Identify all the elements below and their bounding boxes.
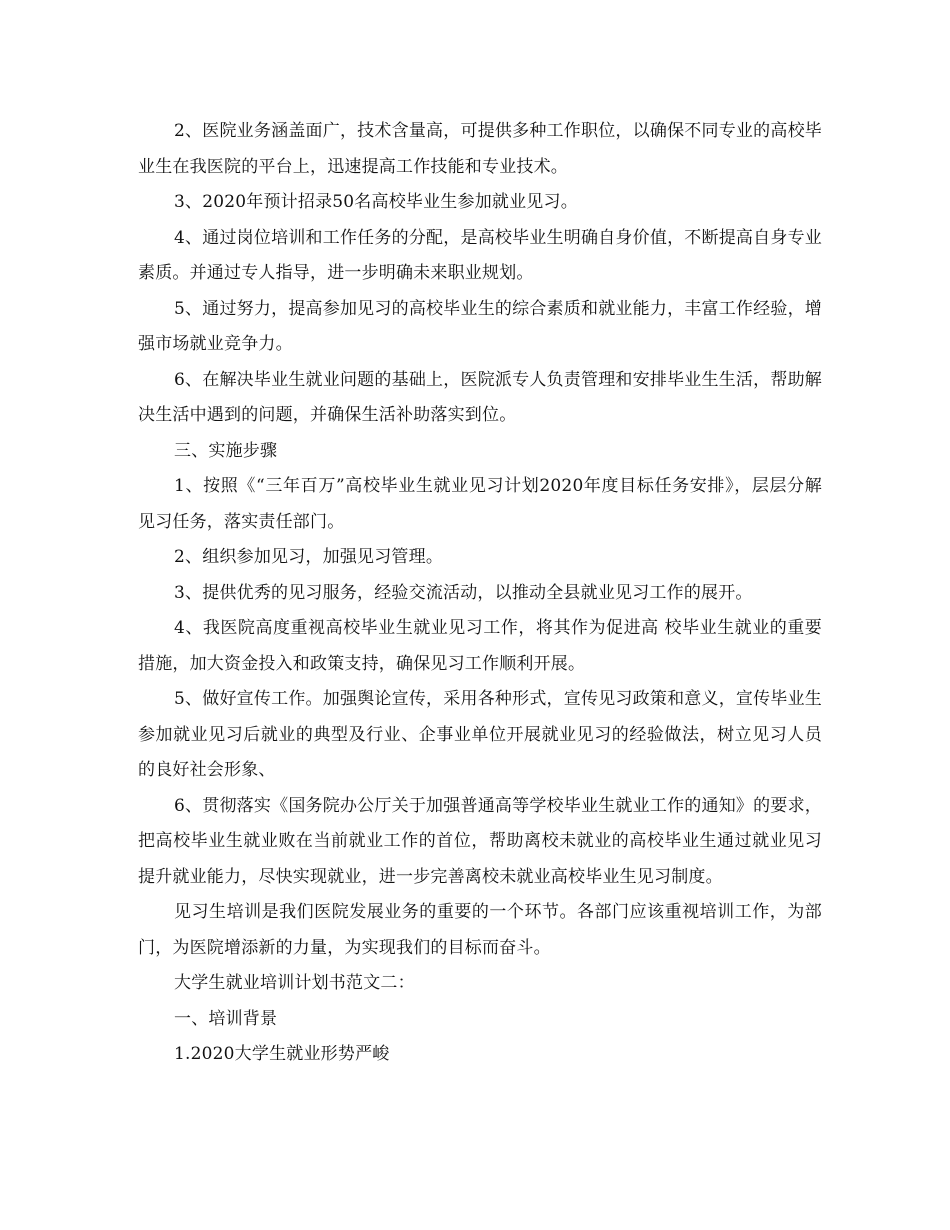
paragraph-step-1: 1、按照《“三年百万”高校毕业生就业见习计划2020年度目标任务安排》，层层分解见习任务，落实责任部门。 xyxy=(138,476,822,532)
paragraph-step-4: 4、我医院高度重视高校毕业生就业见习工作，将其作为促进高 校毕业生就业的重要措施，加大资金投入和政策支持，确保见习工作顺利开展。 xyxy=(138,618,822,674)
paragraph-step-5: 5、做好宣传工作。加强舆论宣传，采用各种形式，宣传见习政策和意义，宣传毕业生参加就业见习后就业的典型及行业、企事业单位开展就业见习的经验做法，树立见习人员的良好社会形象、 xyxy=(138,689,822,780)
paragraph-conclusion: 见习生培训是我们医院发展业务的重要的一个环节。各部门应该重视培训工作，为部门，为医院增添新的力量，为实现我们的目标而奋斗。 xyxy=(138,902,822,958)
paragraph-improve-quality: 5、通过努力，提高参加见习的高校毕业生的综合素质和就业能力，丰富工作经验，增强市场就业竞争力。 xyxy=(138,298,822,354)
section-heading-implementation: 三、实施步骤 xyxy=(174,440,278,461)
document-body xyxy=(138,114,822,1073)
paragraph-employment-situation: 1.2020大学生就业形势严峻 xyxy=(174,1044,390,1064)
paragraph-hospital-business: 2、医院业务涵盖面广，技术含量高，可提供多种工作职位，以确保不同专业的高校毕业生在我医院的平台上，迅速提高工作技能和专业技术。 xyxy=(138,121,822,177)
paragraph-living-support: 6、在解决毕业生就业问题的基础上，医院派专人负责管理和安排毕业生生活，帮助解决生活中遇到的问题，并确保生活补助落实到位。 xyxy=(138,369,822,425)
paragraph-step-6: 6、贯彻落实《国务院办公厅关于加强普通高等学校毕业生就业工作的通知》的要求，把高校毕业生就业败在当前就业工作的首位，帮助离校未就业的高校毕业生通过就业见习提升就业能力，尽快实现就业，进一步完善离校未就业高校毕业生见习制度。 xyxy=(138,795,822,887)
section-heading-training-background: 一、培训背景 xyxy=(174,1008,278,1029)
paragraph-step-2: 2、组织参加见习，加强见习管理。 xyxy=(174,547,444,567)
paragraph-step-3: 3、提供优秀的见习服务，经验交流活动，以推动全县就业见习工作的展开。 xyxy=(174,582,753,603)
paragraph-post-training: 4、通过岗位培训和工作任务的分配，是高校毕业生明确自身价值，不断提高自身专业素质。并通过专人指导，进一步明确未来职业规划。 xyxy=(138,227,822,283)
paragraph-sample-two-title: 大学生就业培训计划书范文二： xyxy=(174,973,415,993)
paragraph-recruit-plan: 3、2020年预计招录50名高校毕业生参加就业见习。 xyxy=(174,192,578,212)
